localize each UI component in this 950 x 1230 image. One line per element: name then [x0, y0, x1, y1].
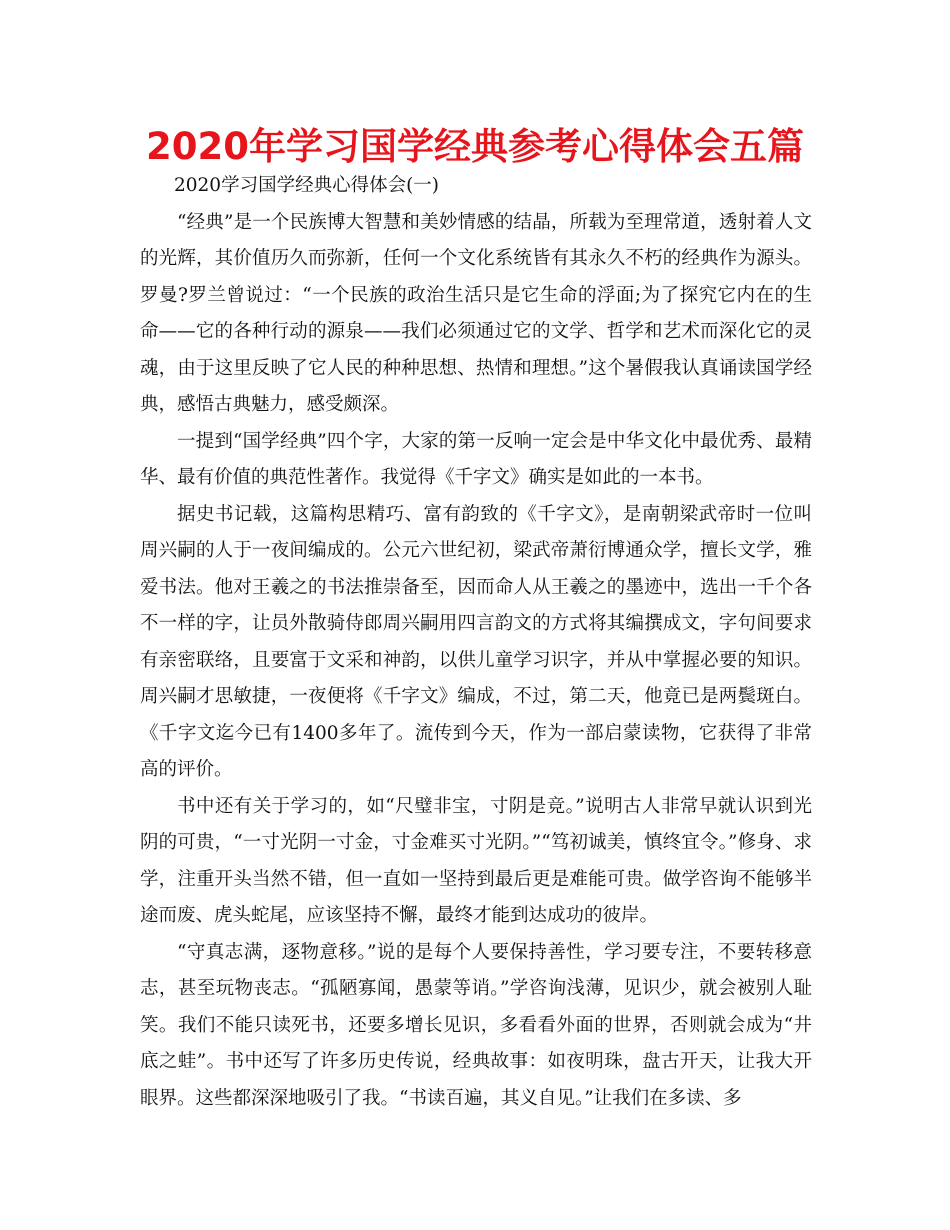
paragraph: 书中还有关于学习的，如“尺璧非宝，寸阴是竞。”说明古人非常早就认识到光阴的可贵，“一寸光阴一寸金，寸金难买寸光阴。”“笃初诚美，慎终宜令。”修身、求学，注重开头当然不错，但一直如一坚持到最后更是难能可贵。做学咨询不能够半途而废、虎头蛇尾，应该坚持不懈，最终才能到达成功的彼岸。 — [140, 795, 812, 926]
document-title: 2020年学习国学经典参考心得体会五篇 — [146, 125, 804, 168]
paragraph: 一提到“国学经典”四个字，大家的第一反响一定会是中华文化中最优秀、最精华、最有价值的典范性著作。我觉得《千字文》确实是如此的一本书。 — [140, 430, 812, 488]
document-body — [140, 168, 812, 1117]
paragraph: 据史书记载，这篇构思精巧、富有韵致的《千字文》，是南朝梁武帝时一位叫周兴嗣的人于一夜间编成的。公元六世纪初，梁武帝萧衍博通众学，擅长文学，雅爱书法。他对王羲之的书法推崇备至，因而命人从王羲之的墨迹中，选出一千个各不一样的字，让员外散骑侍郎周兴嗣用四言韵文的方式将其编撰成文，字句间要求有亲密联络，且要富于文采和神韵，以供儿童学习识字，并从中掌握必要的知识。周兴嗣才思敏捷，一夜便将《千字文》编成，不过，第二天，他竟已是两鬓斑白。《千字文迄今已有1400多年了。流传到今天，作为一部启蒙读物，它获得了非常高的评价。 — [140, 503, 812, 780]
paragraph: “经典”是一个民族博大智慧和美妙情感的结晶，所载为至理常道，透射着人文的光辉，其价值历久而弥新，任何一个文化系统皆有其永久不朽的经典作为源头。罗曼?罗兰曾说过：“一个民族的政治生活只是它生命的浮面;为了探究它内在的生命——它的各种行动的源泉——我们必须通过它的文学、哲学和艺术而深化它的灵魂，由于这里反映了它人民的种种思想、热情和理想。”这个暑假我认真诵读国学经典，感悟古典魅力，感受颇深。 — [140, 211, 812, 415]
section-subtitle: 2020学习国学经典心得体会(一) — [174, 175, 440, 196]
paragraph: “守真志满，逐物意移。”说的是每个人要保持善性，学习要专注，不要转移意志，甚至玩物丧志。“孤陋寡闻，愚蒙等诮。”学咨询浅薄，见识少，就会被别人耻笑。我们不能只读死书，还要多增长见识，多看看外面的世界，否则就会成为“井底之蛙”。书中还写了许多历史传说，经典故事：如夜明珠，盘古开天，让我大开眼界。这些都深深地吸引了我。“书读百遍，其义自见。”让我们在多读、多 — [140, 941, 812, 1109]
